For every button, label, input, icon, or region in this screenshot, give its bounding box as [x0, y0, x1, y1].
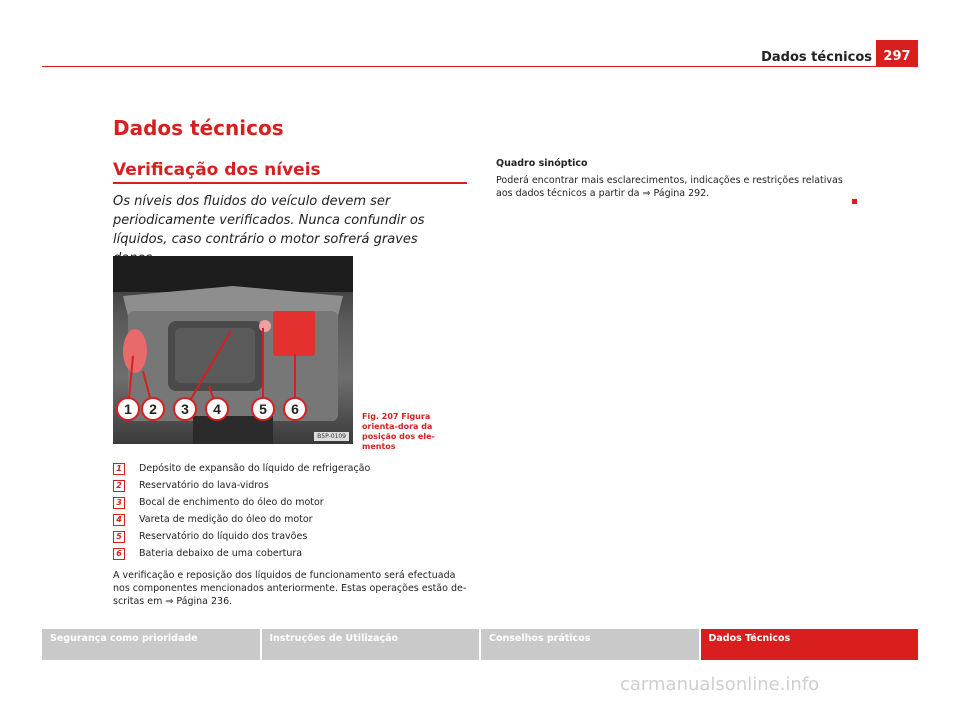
footer-tab-dados-tecnicos[interactable]: Dados Técnicos [701, 629, 919, 660]
list-item [113, 511, 473, 528]
list-item [113, 494, 473, 511]
side-heading: Quadro sinóptico [496, 158, 588, 169]
item-text: Depósito de expansão do líquido de refrigeração [139, 463, 371, 474]
footer-tab-seguranca[interactable]: Segurança como prioridade [42, 629, 260, 660]
item-number-badge: 1 [113, 463, 125, 475]
figure-caption: Fig. 207 Figura orienta-dora da posição dos ele-mentos [362, 412, 435, 451]
footer-tab-conselhos[interactable]: Conselhos práticos [481, 629, 699, 660]
page-number: 297 [876, 40, 918, 67]
item-number-badge: 5 [113, 531, 125, 543]
list-item [113, 528, 473, 545]
item-text: Bocal de enchimento do óleo do motor [139, 497, 324, 508]
figure-code: B5P-0109 [314, 432, 349, 441]
callout-4: 4 [213, 401, 221, 417]
callout-6: 6 [291, 401, 299, 417]
callout-2: 2 [149, 401, 157, 417]
item-text: Reservatório do líquido dos travões [139, 531, 308, 542]
list-item [113, 460, 473, 477]
subsection-rule [113, 182, 467, 184]
body-paragraph: A verificação e reposição dos líquidos de funcionamento será efectuada nos componentes mencionados anteriormente. Estas operações estão de-scritas em ⇒ Página 236. [113, 570, 467, 607]
item-number-badge: 6 [113, 548, 125, 560]
header-title: Dados técnicos [761, 50, 872, 65]
item-text: Vareta de medição do óleo do motor [139, 514, 313, 525]
intro-paragraph: Os níveis dos fluidos do veículo devem ser periodicamente verificados. Nunca confundir os líquidos, caso contrário o motor sofrerá graves [113, 194, 425, 247]
engine-bay-figure [113, 256, 353, 444]
section-end-mark [852, 199, 857, 204]
section-heading: Dados técnicos [113, 116, 284, 140]
callout-5: 5 [259, 401, 267, 417]
footer-nav [42, 629, 918, 660]
callout-3: 3 [181, 401, 189, 417]
footer-tab-instrucoes[interactable]: Instruções de Utilização [262, 629, 480, 660]
header-rule [42, 66, 918, 67]
subsection-heading: Verificação dos níveis [113, 160, 321, 180]
list-item [113, 545, 473, 562]
callout-1: 1 [124, 401, 132, 417]
item-text: Reservatório do lava-vidros [139, 480, 269, 491]
list-item [113, 477, 473, 494]
component-list [113, 460, 473, 562]
side-paragraph: Poderá encontrar mais esclarecimentos, indicações e restrições relativas aos dados técnicos a partir da ⇒ Página 292. [496, 175, 843, 199]
item-number-badge: 4 [113, 514, 125, 526]
item-number-badge: 2 [113, 480, 125, 492]
item-text: Bateria debaixo de uma cobertura [139, 548, 303, 559]
engine-illustration [113, 256, 353, 444]
watermark: carmanualsonline.info [620, 674, 820, 695]
item-number-badge: 3 [113, 497, 125, 509]
